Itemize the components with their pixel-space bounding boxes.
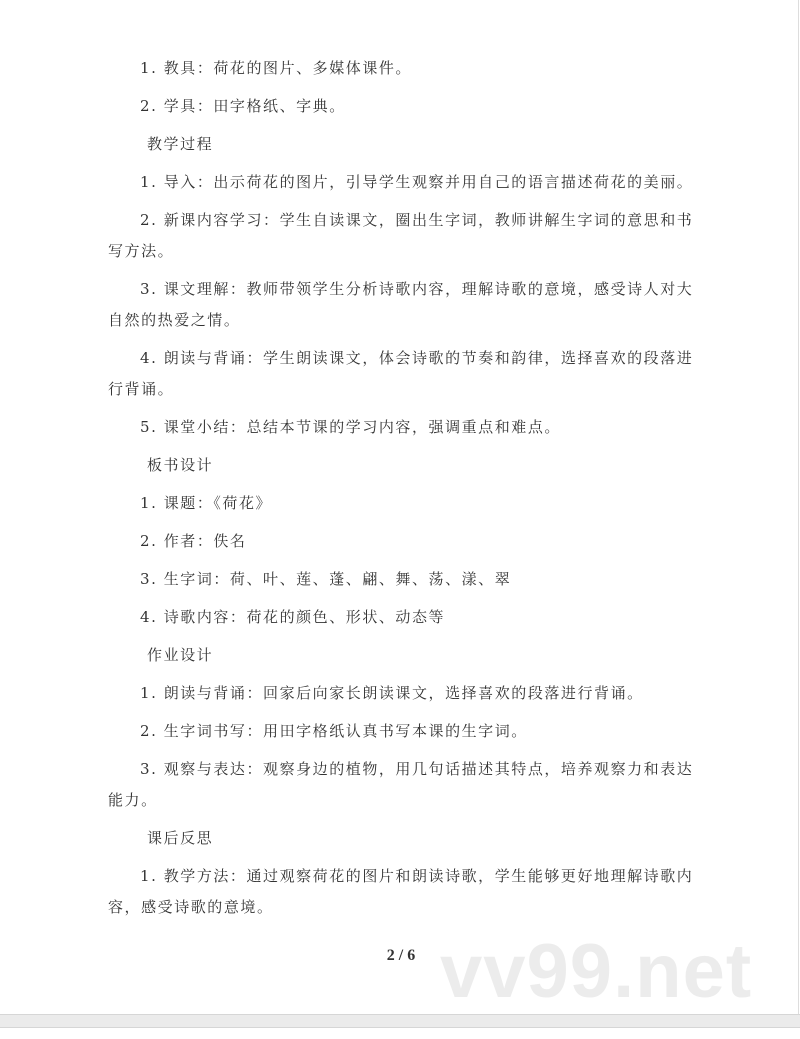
list-item: 1. 朗读与背诵：回家后向家长朗读课文，选择喜欢的段落进行背诵。 xyxy=(140,684,644,702)
list-item: 2. 作者：佚名 xyxy=(140,532,247,550)
list-item: 3. 课文理解：教师带领学生分析诗歌内容，理解诗歌的意境，感受诗人对大自然的热爱之情。 xyxy=(108,280,694,329)
list-item: 3. 观察与表达：观察身边的植物，用几句话描述其特点，培养观察力和表达能力。 xyxy=(108,760,694,809)
list-item: 2. 新课内容学习：学生自读课文，圈出生字词，教师讲解生字词的意思和书写方法。 xyxy=(108,211,694,260)
list-item: 3. 生字词：荷、叶、莲、蓬、翩、舞、荡、漾、翠 xyxy=(140,570,512,588)
list-item: 2. 学具：田字格纸、字典。 xyxy=(140,97,346,115)
list-item: 2. 生字词书写：用田字格纸认真书写本课的生字词。 xyxy=(140,722,528,740)
list-item: 4. 朗读与背诵：学生朗读课文，体会诗歌的节奏和韵律，选择喜欢的段落进行背诵。 xyxy=(108,349,694,398)
list-item: 1. 导入：出示荷花的图片，引导学生观察并用自己的语言描述荷花的美丽。 xyxy=(140,173,694,191)
list-item: 5. 课堂小结：总结本节课的学习内容，强调重点和难点。 xyxy=(140,418,561,436)
page-separator xyxy=(0,1014,800,1028)
section-heading: 作业设计 xyxy=(147,646,214,664)
document-body xyxy=(108,53,700,930)
section-heading: 课后反思 xyxy=(147,829,214,847)
list-item: 1. 课题：《荷花》 xyxy=(140,494,273,512)
page-number: 2 / 6 xyxy=(386,947,416,964)
list-item: 1. 教学方法：通过观察荷花的图片和朗读诗歌，学生能够更好地理解诗歌内容，感受诗歌的意境。 xyxy=(108,867,694,916)
list-item: 4. 诗歌内容：荷花的颜色、形状、动态等 xyxy=(140,608,446,626)
watermark: vv99.net xyxy=(440,929,753,1014)
section-heading: 教学过程 xyxy=(147,135,214,153)
list-item: 1. 教具：荷花的图片、多媒体课件。 xyxy=(140,59,412,77)
section-heading: 板书设计 xyxy=(147,456,214,474)
